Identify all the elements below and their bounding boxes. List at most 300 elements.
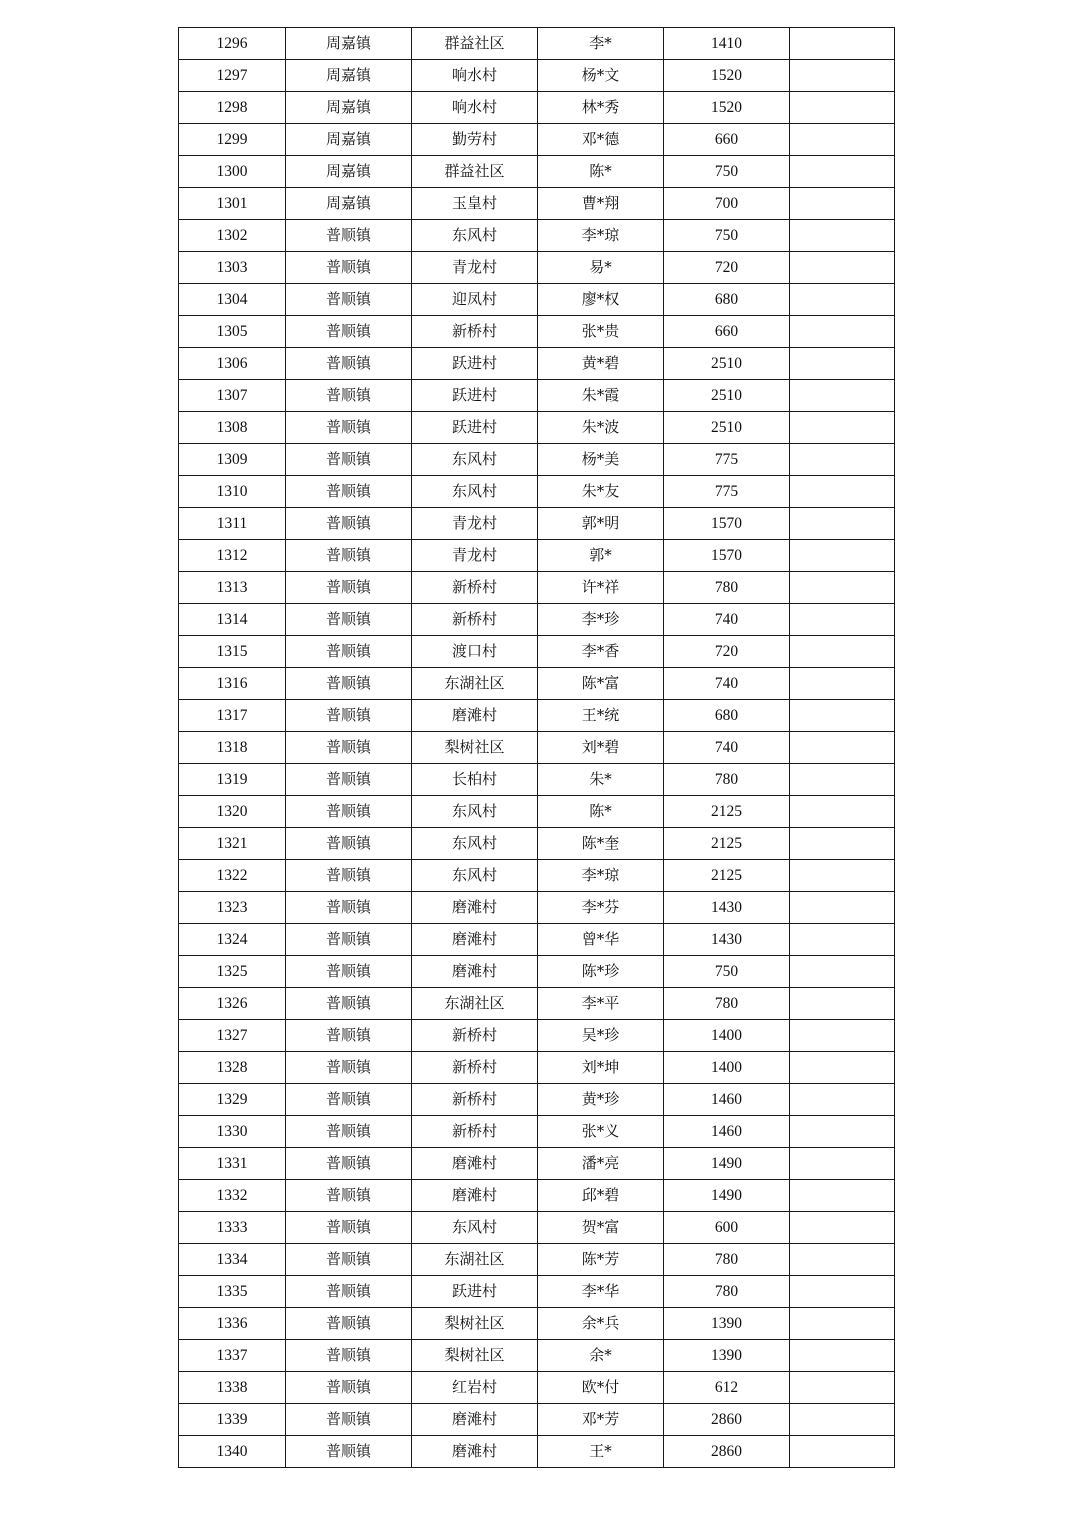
cell-serial-number: 1304 [179, 284, 286, 316]
cell-village: 跃进村 [412, 380, 538, 412]
cell-serial-number: 1312 [179, 540, 286, 572]
cell-amount: 700 [664, 188, 790, 220]
cell-town: 普顺镇 [286, 796, 412, 828]
table-row [179, 316, 895, 348]
cell-town: 普顺镇 [286, 348, 412, 380]
cell-village: 东风村 [412, 1212, 538, 1244]
cell-name: 陈*富 [538, 668, 664, 700]
cell-town: 周嘉镇 [286, 92, 412, 124]
cell-name: 曹*翔 [538, 188, 664, 220]
cell-village: 梨树社区 [412, 1340, 538, 1372]
table-row [179, 636, 895, 668]
cell-serial-number: 1325 [179, 956, 286, 988]
cell-amount: 780 [664, 1276, 790, 1308]
cell-village: 东湖社区 [412, 1244, 538, 1276]
cell-name: 李*琼 [538, 860, 664, 892]
cell-serial-number: 1302 [179, 220, 286, 252]
cell-serial-number: 1319 [179, 764, 286, 796]
table-row [179, 764, 895, 796]
roster-table-body [179, 28, 895, 1468]
cell-name: 李*琼 [538, 220, 664, 252]
cell-name: 陈*珍 [538, 956, 664, 988]
cell-remark [790, 1340, 895, 1372]
cell-town: 普顺镇 [286, 1116, 412, 1148]
cell-town: 普顺镇 [286, 1308, 412, 1340]
cell-name: 邓*德 [538, 124, 664, 156]
cell-name: 张*义 [538, 1116, 664, 1148]
table-row [179, 92, 895, 124]
cell-serial-number: 1317 [179, 700, 286, 732]
cell-amount: 780 [664, 988, 790, 1020]
cell-amount: 1460 [664, 1116, 790, 1148]
cell-serial-number: 1322 [179, 860, 286, 892]
cell-village: 新桥村 [412, 572, 538, 604]
cell-name: 陈*芳 [538, 1244, 664, 1276]
cell-town: 普顺镇 [286, 1020, 412, 1052]
cell-remark [790, 1404, 895, 1436]
cell-town: 普顺镇 [286, 668, 412, 700]
table-row [179, 1148, 895, 1180]
table-row [179, 1020, 895, 1052]
cell-name: 易* [538, 252, 664, 284]
cell-serial-number: 1305 [179, 316, 286, 348]
cell-amount: 2125 [664, 828, 790, 860]
cell-serial-number: 1338 [179, 1372, 286, 1404]
cell-village: 磨滩村 [412, 924, 538, 956]
cell-serial-number: 1336 [179, 1308, 286, 1340]
table-row [179, 444, 895, 476]
cell-name: 曾*华 [538, 924, 664, 956]
cell-town: 普顺镇 [286, 1084, 412, 1116]
cell-remark [790, 1084, 895, 1116]
table-row [179, 1084, 895, 1116]
cell-town: 普顺镇 [286, 1372, 412, 1404]
cell-village: 红岩村 [412, 1372, 538, 1404]
cell-remark [790, 796, 895, 828]
table-row [179, 892, 895, 924]
cell-amount: 680 [664, 284, 790, 316]
cell-name: 贺*富 [538, 1212, 664, 1244]
cell-village: 新桥村 [412, 1084, 538, 1116]
cell-name: 许*祥 [538, 572, 664, 604]
cell-name: 朱*友 [538, 476, 664, 508]
cell-amount: 2125 [664, 860, 790, 892]
table-row [179, 1404, 895, 1436]
cell-name: 李*香 [538, 636, 664, 668]
cell-remark [790, 572, 895, 604]
cell-amount: 1430 [664, 924, 790, 956]
cell-serial-number: 1331 [179, 1148, 286, 1180]
cell-village: 磨滩村 [412, 892, 538, 924]
cell-amount: 1390 [664, 1340, 790, 1372]
cell-town: 周嘉镇 [286, 124, 412, 156]
cell-serial-number: 1311 [179, 508, 286, 540]
cell-serial-number: 1314 [179, 604, 286, 636]
table-row [179, 28, 895, 60]
cell-serial-number: 1320 [179, 796, 286, 828]
cell-amount: 2860 [664, 1404, 790, 1436]
cell-village: 长柏村 [412, 764, 538, 796]
cell-amount: 750 [664, 156, 790, 188]
cell-village: 跃进村 [412, 412, 538, 444]
cell-amount: 775 [664, 476, 790, 508]
cell-amount: 2510 [664, 412, 790, 444]
cell-serial-number: 1318 [179, 732, 286, 764]
cell-amount: 1410 [664, 28, 790, 60]
table-row [179, 284, 895, 316]
cell-village: 梨树社区 [412, 732, 538, 764]
cell-village: 新桥村 [412, 1116, 538, 1148]
cell-serial-number: 1332 [179, 1180, 286, 1212]
cell-remark [790, 220, 895, 252]
cell-village: 东风村 [412, 220, 538, 252]
cell-village: 磨滩村 [412, 1180, 538, 1212]
cell-name: 余* [538, 1340, 664, 1372]
cell-village: 玉皇村 [412, 188, 538, 220]
cell-town: 普顺镇 [286, 1436, 412, 1468]
table-row [179, 604, 895, 636]
cell-village: 东风村 [412, 796, 538, 828]
cell-town: 普顺镇 [286, 924, 412, 956]
cell-amount: 1400 [664, 1020, 790, 1052]
cell-name: 陈* [538, 156, 664, 188]
cell-town: 普顺镇 [286, 604, 412, 636]
cell-town: 普顺镇 [286, 252, 412, 284]
cell-serial-number: 1327 [179, 1020, 286, 1052]
cell-town: 普顺镇 [286, 700, 412, 732]
cell-town: 普顺镇 [286, 508, 412, 540]
cell-serial-number: 1337 [179, 1340, 286, 1372]
cell-village: 东风村 [412, 476, 538, 508]
cell-name: 陈*奎 [538, 828, 664, 860]
table-row [179, 1340, 895, 1372]
cell-town: 普顺镇 [286, 1180, 412, 1212]
cell-serial-number: 1339 [179, 1404, 286, 1436]
cell-name: 李* [538, 28, 664, 60]
table-row [179, 700, 895, 732]
cell-remark [790, 412, 895, 444]
cell-name: 余*兵 [538, 1308, 664, 1340]
table-row [179, 476, 895, 508]
cell-amount: 660 [664, 316, 790, 348]
cell-town: 普顺镇 [286, 892, 412, 924]
table-row [179, 60, 895, 92]
cell-remark [790, 1116, 895, 1148]
cell-village: 新桥村 [412, 604, 538, 636]
cell-village: 磨滩村 [412, 1404, 538, 1436]
cell-remark [790, 732, 895, 764]
cell-town: 周嘉镇 [286, 28, 412, 60]
cell-serial-number: 1328 [179, 1052, 286, 1084]
cell-village: 勤劳村 [412, 124, 538, 156]
cell-remark [790, 700, 895, 732]
cell-village: 青龙村 [412, 252, 538, 284]
table-row [179, 540, 895, 572]
table-row [179, 956, 895, 988]
cell-village: 新桥村 [412, 1052, 538, 1084]
cell-village: 渡口村 [412, 636, 538, 668]
cell-amount: 750 [664, 220, 790, 252]
cell-name: 朱*波 [538, 412, 664, 444]
cell-remark [790, 28, 895, 60]
cell-amount: 720 [664, 252, 790, 284]
cell-town: 普顺镇 [286, 476, 412, 508]
cell-town: 普顺镇 [286, 444, 412, 476]
cell-village: 磨滩村 [412, 700, 538, 732]
cell-remark [790, 828, 895, 860]
cell-serial-number: 1321 [179, 828, 286, 860]
cell-name: 欧*付 [538, 1372, 664, 1404]
table-row [179, 220, 895, 252]
cell-town: 普顺镇 [286, 1404, 412, 1436]
cell-town: 普顺镇 [286, 220, 412, 252]
cell-amount: 1430 [664, 892, 790, 924]
cell-amount: 1570 [664, 508, 790, 540]
cell-town: 普顺镇 [286, 412, 412, 444]
cell-town: 普顺镇 [286, 380, 412, 412]
cell-name: 郭* [538, 540, 664, 572]
cell-remark [790, 988, 895, 1020]
cell-remark [790, 668, 895, 700]
cell-name: 杨*文 [538, 60, 664, 92]
cell-name: 李*平 [538, 988, 664, 1020]
cell-name: 邱*碧 [538, 1180, 664, 1212]
cell-town: 普顺镇 [286, 956, 412, 988]
cell-name: 张*贵 [538, 316, 664, 348]
table-row [179, 156, 895, 188]
table-row [179, 860, 895, 892]
cell-serial-number: 1324 [179, 924, 286, 956]
cell-amount: 2125 [664, 796, 790, 828]
cell-village: 磨滩村 [412, 1436, 538, 1468]
cell-serial-number: 1326 [179, 988, 286, 1020]
table-row [179, 1308, 895, 1340]
cell-amount: 680 [664, 700, 790, 732]
cell-name: 林*秀 [538, 92, 664, 124]
cell-amount: 1390 [664, 1308, 790, 1340]
cell-remark [790, 860, 895, 892]
cell-serial-number: 1340 [179, 1436, 286, 1468]
cell-village: 东风村 [412, 444, 538, 476]
cell-town: 周嘉镇 [286, 188, 412, 220]
table-row [179, 828, 895, 860]
cell-town: 普顺镇 [286, 1148, 412, 1180]
cell-village: 磨滩村 [412, 1148, 538, 1180]
cell-amount: 660 [664, 124, 790, 156]
cell-town: 周嘉镇 [286, 60, 412, 92]
cell-remark [790, 1436, 895, 1468]
cell-village: 跃进村 [412, 348, 538, 380]
cell-amount: 600 [664, 1212, 790, 1244]
table-row [179, 1244, 895, 1276]
cell-remark [790, 956, 895, 988]
cell-remark [790, 444, 895, 476]
cell-amount: 1570 [664, 540, 790, 572]
cell-town: 普顺镇 [286, 1276, 412, 1308]
cell-town: 普顺镇 [286, 636, 412, 668]
cell-amount: 1520 [664, 92, 790, 124]
cell-remark [790, 156, 895, 188]
cell-name: 陈* [538, 796, 664, 828]
cell-remark [790, 1276, 895, 1308]
table-row [179, 1180, 895, 1212]
cell-name: 黄*珍 [538, 1084, 664, 1116]
cell-serial-number: 1315 [179, 636, 286, 668]
cell-amount: 740 [664, 732, 790, 764]
cell-name: 王* [538, 1436, 664, 1468]
cell-remark [790, 604, 895, 636]
cell-amount: 780 [664, 572, 790, 604]
cell-town: 普顺镇 [286, 1244, 412, 1276]
cell-amount: 780 [664, 764, 790, 796]
table-row [179, 732, 895, 764]
cell-serial-number: 1299 [179, 124, 286, 156]
cell-town: 普顺镇 [286, 572, 412, 604]
cell-remark [790, 1244, 895, 1276]
cell-amount: 1520 [664, 60, 790, 92]
cell-name: 邓*芳 [538, 1404, 664, 1436]
cell-name: 刘*坤 [538, 1052, 664, 1084]
cell-amount: 2860 [664, 1436, 790, 1468]
cell-serial-number: 1335 [179, 1276, 286, 1308]
table-row [179, 1276, 895, 1308]
cell-remark [790, 1180, 895, 1212]
cell-serial-number: 1296 [179, 28, 286, 60]
cell-remark [790, 540, 895, 572]
table-row [179, 1212, 895, 1244]
cell-name: 黄*碧 [538, 348, 664, 380]
table-row [179, 380, 895, 412]
cell-village: 迎凤村 [412, 284, 538, 316]
cell-name: 李*珍 [538, 604, 664, 636]
cell-remark [790, 508, 895, 540]
table-row [179, 412, 895, 444]
table-row [179, 796, 895, 828]
cell-name: 朱*霞 [538, 380, 664, 412]
cell-remark [790, 252, 895, 284]
cell-remark [790, 1372, 895, 1404]
table-row [179, 1116, 895, 1148]
cell-town: 普顺镇 [286, 1052, 412, 1084]
cell-remark [790, 124, 895, 156]
cell-name: 杨*美 [538, 444, 664, 476]
cell-village: 东风村 [412, 828, 538, 860]
cell-serial-number: 1310 [179, 476, 286, 508]
cell-remark [790, 1308, 895, 1340]
cell-village: 群益社区 [412, 156, 538, 188]
cell-amount: 1490 [664, 1148, 790, 1180]
cell-name: 廖*权 [538, 284, 664, 316]
cell-town: 普顺镇 [286, 316, 412, 348]
cell-serial-number: 1313 [179, 572, 286, 604]
cell-amount: 720 [664, 636, 790, 668]
cell-amount: 1460 [664, 1084, 790, 1116]
cell-town: 普顺镇 [286, 828, 412, 860]
cell-amount: 740 [664, 604, 790, 636]
table-row [179, 1372, 895, 1404]
cell-name: 王*统 [538, 700, 664, 732]
cell-name: 李*华 [538, 1276, 664, 1308]
table-row [179, 572, 895, 604]
table-row [179, 348, 895, 380]
table-row [179, 924, 895, 956]
cell-remark [790, 60, 895, 92]
cell-village: 响水村 [412, 60, 538, 92]
cell-serial-number: 1298 [179, 92, 286, 124]
cell-name: 吴*珍 [538, 1020, 664, 1052]
cell-amount: 1400 [664, 1052, 790, 1084]
cell-village: 磨滩村 [412, 956, 538, 988]
table-row [179, 668, 895, 700]
cell-serial-number: 1333 [179, 1212, 286, 1244]
cell-amount: 1490 [664, 1180, 790, 1212]
cell-remark [790, 1212, 895, 1244]
cell-remark [790, 92, 895, 124]
cell-amount: 612 [664, 1372, 790, 1404]
cell-serial-number: 1316 [179, 668, 286, 700]
cell-serial-number: 1334 [179, 1244, 286, 1276]
cell-town: 普顺镇 [286, 988, 412, 1020]
cell-village: 跃进村 [412, 1276, 538, 1308]
cell-serial-number: 1323 [179, 892, 286, 924]
cell-amount: 750 [664, 956, 790, 988]
cell-name: 刘*碧 [538, 732, 664, 764]
cell-amount: 2510 [664, 348, 790, 380]
cell-remark [790, 284, 895, 316]
cell-remark [790, 1020, 895, 1052]
cell-town: 普顺镇 [286, 732, 412, 764]
cell-serial-number: 1308 [179, 412, 286, 444]
cell-town: 普顺镇 [286, 1340, 412, 1372]
table-row [179, 988, 895, 1020]
cell-serial-number: 1301 [179, 188, 286, 220]
table-row [179, 124, 895, 156]
cell-remark [790, 924, 895, 956]
cell-village: 群益社区 [412, 28, 538, 60]
cell-amount: 2510 [664, 380, 790, 412]
cell-serial-number: 1303 [179, 252, 286, 284]
cell-amount: 780 [664, 1244, 790, 1276]
cell-village: 东风村 [412, 860, 538, 892]
table-row [179, 1052, 895, 1084]
cell-serial-number: 1306 [179, 348, 286, 380]
cell-remark [790, 380, 895, 412]
cell-remark [790, 476, 895, 508]
cell-serial-number: 1297 [179, 60, 286, 92]
cell-town: 普顺镇 [286, 860, 412, 892]
cell-serial-number: 1309 [179, 444, 286, 476]
cell-remark [790, 316, 895, 348]
cell-name: 朱* [538, 764, 664, 796]
cell-town: 普顺镇 [286, 284, 412, 316]
cell-amount: 775 [664, 444, 790, 476]
cell-remark [790, 764, 895, 796]
cell-name: 郭*明 [538, 508, 664, 540]
table-row [179, 1436, 895, 1468]
cell-village: 新桥村 [412, 316, 538, 348]
cell-town: 普顺镇 [286, 540, 412, 572]
cell-village: 青龙村 [412, 540, 538, 572]
roster-table [178, 27, 895, 1468]
cell-remark [790, 188, 895, 220]
cell-village: 梨树社区 [412, 1308, 538, 1340]
cell-town: 普顺镇 [286, 764, 412, 796]
cell-amount: 740 [664, 668, 790, 700]
cell-town: 普顺镇 [286, 1212, 412, 1244]
table-row [179, 252, 895, 284]
cell-town: 周嘉镇 [286, 156, 412, 188]
cell-name: 潘*亮 [538, 1148, 664, 1180]
